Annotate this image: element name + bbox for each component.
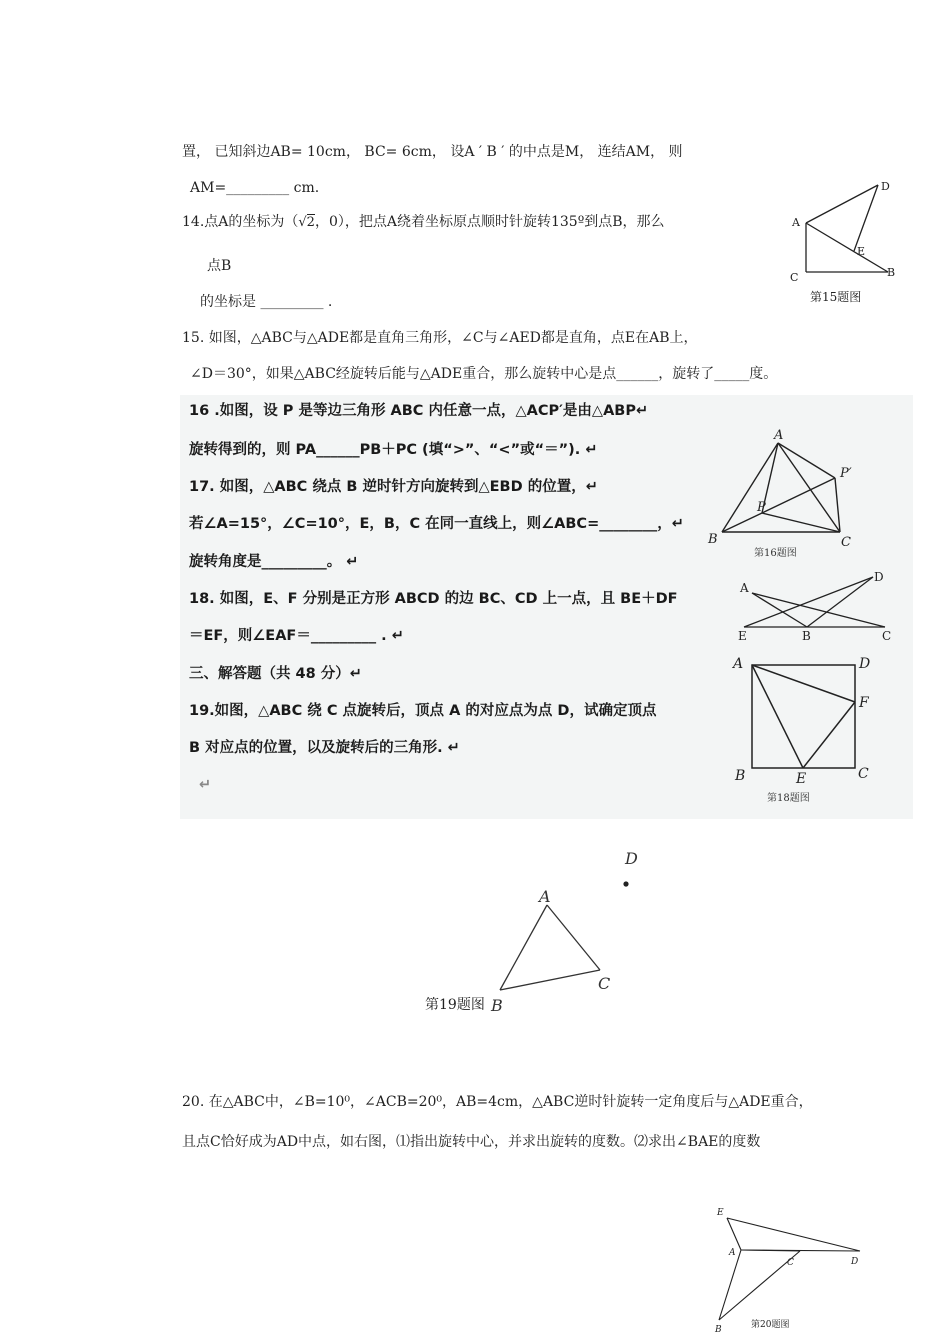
fig16-label-c: C: [841, 535, 851, 550]
fig18-label-e: E: [796, 771, 807, 787]
figure-16: [700, 425, 880, 565]
q18-line2: ＝EF，则∠EAF＝_________ . ↵: [189, 628, 404, 644]
q14-text-a: 14.点A的坐标为（: [182, 214, 299, 230]
q15-line1: 15. 如图，△ABC与△ADE都是直角三角形，∠C与∠AED都是直角，点E在AB上，: [182, 330, 698, 346]
fig15-label-a: A: [792, 216, 800, 229]
fig15-label-c: C: [790, 271, 799, 284]
fig15-label-e: E: [857, 245, 866, 258]
fig16-caption: 第16题图: [754, 548, 797, 559]
fig17-label-c: C: [882, 629, 892, 643]
q14-line2: 点B: [207, 258, 232, 274]
q14-text-b: ，0），把点A绕着坐标原点顺时针旋转135º到点B，那么: [314, 214, 665, 230]
q19-line1: 19.如图，△ABC 绕 C 点旋转后，顶点 A 的对应点为点 D，试确定顶点: [189, 703, 657, 719]
figure-18: [725, 652, 875, 807]
fig20-label-e: E: [717, 1208, 724, 1218]
fig19-point-d: [623, 881, 628, 886]
fig15-caption: 第15题图: [810, 290, 862, 304]
fig16-label-p: P: [757, 500, 766, 515]
q16-line1: 16 .如图，设 P 是等边三角形 ABC 内任意一点，△ACP′是由△ABP↵: [189, 403, 649, 419]
q14-line1: [182, 213, 665, 232]
fig20-label-a: A: [729, 1248, 736, 1258]
q17-line3: 旋转角度是_________。 ↵: [189, 554, 359, 570]
fig18-label-d: D: [859, 656, 871, 672]
fig17-label-d: D: [874, 570, 884, 584]
q15-line2: ∠D＝30°，如果△ABC经旋转后能与△ADE重合，那么旋转中心是点______，旋转了_____度。: [190, 366, 778, 382]
figure-17: [730, 565, 900, 645]
fig19-caption: 第19题图: [425, 997, 485, 1013]
section-3-title: 三、解答题（共 48 分）↵: [189, 666, 362, 682]
q19-line3: ↵: [199, 777, 212, 793]
q16-line2: 旋转得到的，则 PA______PB＋PC (填“>”、“<”或“＝”). ↵: [189, 442, 598, 458]
fig18-label-a: A: [733, 656, 744, 672]
figure-15: [780, 175, 905, 310]
fig18-label-c: C: [858, 766, 869, 782]
q14-line3: 的坐标是 _________ .: [200, 294, 333, 310]
fig19-label-d: D: [625, 849, 638, 868]
fig15-label-b: B: [887, 266, 896, 279]
fig18-label-f: F: [859, 695, 869, 711]
sqrt-sign: √: [298, 215, 307, 230]
fig18-label-b: B: [735, 768, 746, 784]
q17-line1: 17. 如图，△ABC 绕点 B 逆时针方向旋转到△EBD 的位置，↵: [189, 479, 598, 495]
fig18-caption: 第18题图: [767, 793, 810, 804]
fig20-caption: 第20题图: [751, 1320, 790, 1330]
fig19-label-a: A: [539, 887, 551, 906]
q17-line2: 若∠A=15°，∠C=10°，E，B，C 在同一直线上，则∠ABC=________，↵: [189, 516, 684, 532]
figure-20: [705, 1200, 870, 1340]
fig16-label-b: B: [708, 532, 718, 547]
fig17-label-b: B: [802, 629, 811, 643]
fig19-label-c: C: [598, 974, 611, 993]
fig17-label-e: E: [738, 629, 747, 643]
q13-line2: AM=_________ cm.: [190, 180, 320, 196]
q13-line1: 置， 已知斜边AB= 10cm， BC= 6cm， 设A ′ B ′ 的中点是M， 连结AM， 则: [182, 144, 683, 160]
figure-19: [415, 845, 655, 1020]
q20-line1: 20. 在△ABC中，∠B=10⁰，∠ACB=20⁰，AB=4cm，△ABC逆时针旋转一定角度后与△ADE重合，: [182, 1094, 813, 1110]
q18-line1: 18. 如图，E、F 分别是正方形 ABCD 的边 BC、CD 上一点，且 BE＋DF: [189, 591, 678, 607]
fig16-label-a: A: [774, 428, 784, 443]
fig20-label-b: B: [715, 1325, 722, 1335]
fig17-label-a: A: [740, 581, 749, 595]
fig20-label-d: D: [851, 1257, 859, 1267]
sqrt-arg: 2: [306, 215, 315, 230]
q19-line2: B 对应点的位置，以及旋转后的三角形. ↵: [189, 740, 460, 756]
fig16-label-p-prime: P′: [840, 466, 852, 481]
fig19-label-b: B: [491, 996, 503, 1015]
fig20-label-c: C: [787, 1258, 794, 1268]
fig15-label-d: D: [881, 180, 890, 193]
q20-line2: 且点C恰好成为AD中点，如右图，⑴指出旋转中心，并求出旋转的度数。⑵求出∠BAE的度数: [182, 1134, 761, 1150]
